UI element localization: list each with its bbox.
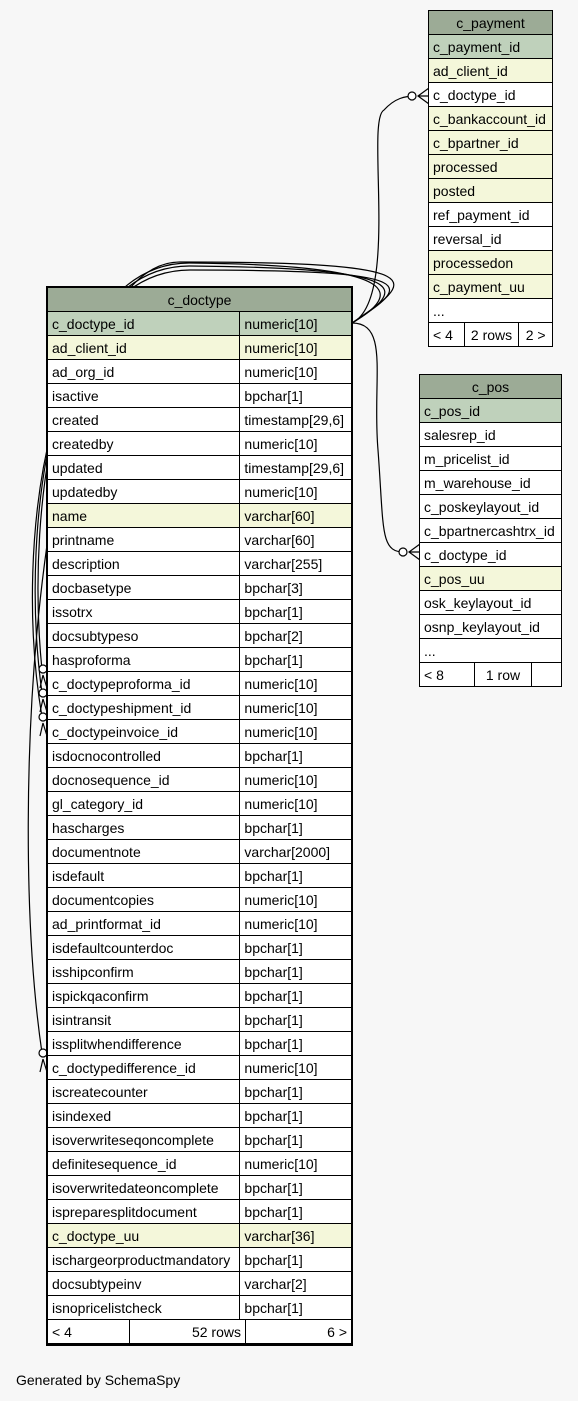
- column-type: numeric[10]: [240, 432, 352, 456]
- table-row[interactable]: [48, 864, 352, 888]
- column-type: bpchar[1]: [240, 600, 352, 624]
- column-type: numeric[10]: [240, 720, 352, 744]
- column-type: numeric[10]: [240, 1056, 352, 1080]
- table-row[interactable]: [48, 1176, 352, 1200]
- table-row[interactable]: [48, 600, 352, 624]
- column-name[interactable]: ad_client_id: [48, 336, 240, 360]
- table-row[interactable]: [48, 312, 352, 336]
- children-link[interactable]: 2 >: [519, 323, 553, 347]
- column-type: numeric[10]: [240, 792, 352, 816]
- link-end-circle: [39, 689, 47, 697]
- table-row[interactable]: [48, 744, 352, 768]
- column-type: bpchar[1]: [240, 744, 352, 768]
- table-row[interactable]: [48, 1152, 352, 1176]
- table-row[interactable]: [429, 179, 553, 203]
- table-row[interactable]: [48, 720, 352, 744]
- column-name[interactable]: isdefaultcounterdoc: [48, 936, 240, 960]
- table-row[interactable]: [429, 59, 553, 83]
- column-name[interactable]: c_doctype_id: [429, 83, 553, 107]
- column-type: numeric[10]: [240, 1152, 352, 1176]
- table-row[interactable]: [429, 107, 553, 131]
- table-row[interactable]: [429, 299, 553, 323]
- table-c-pos[interactable]: [419, 374, 562, 687]
- column-type: bpchar[1]: [240, 1080, 352, 1104]
- table-row[interactable]: [48, 624, 352, 648]
- column-name[interactable]: name: [48, 504, 240, 528]
- table-row[interactable]: [48, 1128, 352, 1152]
- link-doctype-to-pos: [352, 323, 404, 552]
- column-name[interactable]: c_poskeylayout_id: [420, 495, 562, 519]
- column-type: bpchar[1]: [240, 1200, 352, 1224]
- column-type: numeric[10]: [240, 888, 352, 912]
- column-type: numeric[10]: [240, 312, 352, 336]
- column-name[interactable]: c_doctype_id: [420, 543, 562, 567]
- column-type: bpchar[1]: [240, 936, 352, 960]
- table-row[interactable]: [420, 543, 562, 567]
- children-link[interactable]: 6 >: [246, 1320, 352, 1343]
- column-name[interactable]: isactive: [48, 384, 240, 408]
- column-name[interactable]: ...: [420, 639, 562, 663]
- column-name[interactable]: ischargeorproductmandatory: [48, 1248, 240, 1272]
- link-end-circle: [39, 713, 47, 721]
- column-type: varchar[2]: [240, 1272, 352, 1296]
- table-row[interactable]: [48, 528, 352, 552]
- table-row[interactable]: [48, 888, 352, 912]
- table-row[interactable]: [420, 519, 562, 543]
- column-type: bpchar[2]: [240, 624, 352, 648]
- table-title[interactable]: c_pos: [420, 375, 562, 399]
- column-type: varchar[2000]: [240, 840, 352, 864]
- column-name[interactable]: isindexed: [48, 1104, 240, 1128]
- table-title[interactable]: c_doctype: [48, 288, 352, 312]
- column-type: bpchar[1]: [240, 384, 352, 408]
- table-row[interactable]: [48, 432, 352, 456]
- column-name[interactable]: processed: [429, 155, 553, 179]
- column-type: bpchar[1]: [240, 984, 352, 1008]
- column-name[interactable]: documentnote: [48, 840, 240, 864]
- column-name[interactable]: processedon: [429, 251, 553, 275]
- parents-link[interactable]: < 8: [420, 663, 475, 687]
- table-row[interactable]: [48, 552, 352, 576]
- column-name[interactable]: c_doctype_id: [48, 312, 240, 336]
- column-type: varchar[255]: [240, 552, 352, 576]
- table-row[interactable]: [420, 471, 562, 495]
- column-name[interactable]: definitesequence_id: [48, 1152, 240, 1176]
- link-end-circle: [399, 548, 407, 556]
- column-type: numeric[10]: [240, 768, 352, 792]
- table-row[interactable]: [429, 227, 553, 251]
- column-name[interactable]: c_doctypeshipment_id: [48, 696, 240, 720]
- column-type: bpchar[1]: [240, 1176, 352, 1200]
- column-type: bpchar[1]: [240, 1128, 352, 1152]
- column-name[interactable]: issplitwhendifference: [48, 1032, 240, 1056]
- column-name[interactable]: osnp_keylayout_id: [420, 615, 562, 639]
- table-row[interactable]: [48, 792, 352, 816]
- table-row[interactable]: [48, 1008, 352, 1032]
- column-name[interactable]: c_doctypeinvoice_id: [48, 720, 240, 744]
- table-row[interactable]: [429, 251, 553, 275]
- table-row[interactable]: [420, 399, 562, 423]
- table-row[interactable]: [48, 768, 352, 792]
- column-type: numeric[10]: [240, 336, 352, 360]
- column-name[interactable]: ...: [429, 299, 553, 323]
- column-name[interactable]: description: [48, 552, 240, 576]
- table-row[interactable]: [48, 1104, 352, 1128]
- column-name[interactable]: isintransit: [48, 1008, 240, 1032]
- row-count: 52 rows: [130, 1320, 246, 1343]
- column-type: bpchar[1]: [240, 1032, 352, 1056]
- table-row[interactable]: [48, 504, 352, 528]
- column-type: varchar[60]: [240, 528, 352, 552]
- table-row[interactable]: [429, 275, 553, 299]
- table-row[interactable]: [429, 83, 553, 107]
- column-name[interactable]: docsubtypeso: [48, 624, 240, 648]
- column-type: bpchar[1]: [240, 1104, 352, 1128]
- column-type: varchar[36]: [240, 1224, 352, 1248]
- table-row[interactable]: [48, 576, 352, 600]
- table-row[interactable]: [429, 203, 553, 227]
- link-end-circle: [408, 92, 416, 100]
- table-row[interactable]: [48, 1056, 352, 1080]
- column-type: bpchar[1]: [240, 816, 352, 840]
- column-name[interactable]: hascharges: [48, 816, 240, 840]
- column-name[interactable]: created: [48, 408, 240, 432]
- arrow-icon: [40, 1059, 47, 1072]
- column-name[interactable]: createdby: [48, 432, 240, 456]
- column-type: numeric[10]: [240, 480, 352, 504]
- table-row[interactable]: [48, 648, 352, 672]
- parents-link[interactable]: < 4: [48, 1320, 130, 1343]
- table-row[interactable]: [48, 960, 352, 984]
- column-type: bpchar[1]: [240, 864, 352, 888]
- column-type: bpchar[1]: [240, 960, 352, 984]
- table-row[interactable]: [48, 480, 352, 504]
- table-row[interactable]: [48, 672, 352, 696]
- table-row[interactable]: [48, 912, 352, 936]
- link-end-circle: [39, 1049, 47, 1057]
- column-type: bpchar[1]: [240, 1008, 352, 1032]
- column-name[interactable]: posted: [429, 179, 553, 203]
- column-name[interactable]: c_bpartnercashtrx_id: [420, 519, 562, 543]
- column-name[interactable]: osk_keylayout_id: [420, 591, 562, 615]
- column-name[interactable]: c_doctype_uu: [48, 1224, 240, 1248]
- column-name[interactable]: c_bpartner_id: [429, 131, 553, 155]
- column-name[interactable]: docnosequence_id: [48, 768, 240, 792]
- table-row[interactable]: [420, 447, 562, 471]
- column-name[interactable]: ad_printformat_id: [48, 912, 240, 936]
- link-end-circle: [39, 665, 47, 673]
- table-row[interactable]: [48, 1080, 352, 1104]
- table-row[interactable]: [48, 384, 352, 408]
- table-row[interactable]: [48, 336, 352, 360]
- table-row[interactable]: [48, 456, 352, 480]
- table-c-doctype[interactable]: [47, 287, 352, 1344]
- table-row[interactable]: [420, 591, 562, 615]
- column-name[interactable]: salesrep_id: [420, 423, 562, 447]
- children-link[interactable]: [532, 663, 562, 687]
- table-row[interactable]: [48, 696, 352, 720]
- arrow-icon: [40, 675, 47, 688]
- table-row[interactable]: [48, 1296, 352, 1320]
- column-name[interactable]: isshipconfirm: [48, 960, 240, 984]
- column-name[interactable]: ref_payment_id: [429, 203, 553, 227]
- column-name[interactable]: c_bankaccount_id: [429, 107, 553, 131]
- column-name[interactable]: ad_client_id: [429, 59, 553, 83]
- column-type: bpchar[1]: [240, 648, 352, 672]
- table-row[interactable]: [48, 1224, 352, 1248]
- column-name[interactable]: c_payment_id: [429, 35, 553, 59]
- column-type: numeric[10]: [240, 672, 352, 696]
- column-type: numeric[10]: [240, 360, 352, 384]
- column-name[interactable]: m_warehouse_id: [420, 471, 562, 495]
- column-name[interactable]: reversal_id: [429, 227, 553, 251]
- row-count: 1 row: [474, 663, 532, 687]
- column-name[interactable]: gl_category_id: [48, 792, 240, 816]
- column-type: numeric[10]: [240, 912, 352, 936]
- table-row[interactable]: [48, 984, 352, 1008]
- arrow-icon: [40, 723, 47, 736]
- generated-by-label: Generated by SchemaSpy: [16, 1372, 181, 1388]
- table-row[interactable]: [420, 567, 562, 591]
- column-name[interactable]: c_doctypeproforma_id: [48, 672, 240, 696]
- column-type: numeric[10]: [240, 696, 352, 720]
- table-row[interactable]: [48, 1200, 352, 1224]
- table-row[interactable]: [48, 408, 352, 432]
- table-c-payment[interactable]: [428, 10, 553, 347]
- table-footer: [48, 1320, 352, 1344]
- column-name[interactable]: c_pos_id: [420, 399, 562, 423]
- column-type: bpchar[1]: [240, 1248, 352, 1272]
- column-name[interactable]: ispreparesplitdocument: [48, 1200, 240, 1224]
- column-name[interactable]: c_payment_uu: [429, 275, 553, 299]
- column-name[interactable]: printname: [48, 528, 240, 552]
- column-name[interactable]: iscreatecounter: [48, 1080, 240, 1104]
- column-name[interactable]: updated: [48, 456, 240, 480]
- column-name[interactable]: docbasetype: [48, 576, 240, 600]
- table-row[interactable]: [420, 423, 562, 447]
- column-type: bpchar[1]: [240, 1296, 352, 1320]
- column-name[interactable]: issotrx: [48, 600, 240, 624]
- column-name[interactable]: documentcopies: [48, 888, 240, 912]
- column-name[interactable]: c_pos_uu: [420, 567, 562, 591]
- column-name[interactable]: isdefault: [48, 864, 240, 888]
- column-name[interactable]: isoverwriteseqoncomplete: [48, 1128, 240, 1152]
- column-name[interactable]: ad_org_id: [48, 360, 240, 384]
- column-name[interactable]: isdocnocontrolled: [48, 744, 240, 768]
- table-row[interactable]: [48, 360, 352, 384]
- column-type: timestamp[29,6]: [240, 408, 352, 432]
- column-type: varchar[60]: [240, 504, 352, 528]
- column-name[interactable]: ispickqaconfirm: [48, 984, 240, 1008]
- column-name[interactable]: isoverwritedateoncomplete: [48, 1176, 240, 1200]
- table-row[interactable]: [48, 936, 352, 960]
- column-name[interactable]: hasproforma: [48, 648, 240, 672]
- table-row[interactable]: [420, 495, 562, 519]
- column-name[interactable]: isnopricelistcheck: [48, 1296, 240, 1320]
- table-row[interactable]: [420, 639, 562, 663]
- row-count: 2 rows: [464, 323, 519, 347]
- table-row[interactable]: [429, 155, 553, 179]
- column-type: bpchar[3]: [240, 576, 352, 600]
- table-footer: [429, 323, 553, 347]
- table-row[interactable]: [48, 1248, 352, 1272]
- table-footer: [420, 663, 562, 687]
- arrow-icon: [40, 699, 47, 712]
- table-title[interactable]: c_payment: [429, 11, 553, 35]
- table-row[interactable]: [48, 840, 352, 864]
- table-row[interactable]: [420, 615, 562, 639]
- table-row[interactable]: [429, 35, 553, 59]
- column-name[interactable]: updatedby: [48, 480, 240, 504]
- table-row[interactable]: [48, 1272, 352, 1296]
- table-row[interactable]: [429, 131, 553, 155]
- column-name[interactable]: docsubtypeinv: [48, 1272, 240, 1296]
- table-row[interactable]: [48, 1032, 352, 1056]
- parents-link[interactable]: < 4: [429, 323, 465, 347]
- column-type: timestamp[29,6]: [240, 456, 352, 480]
- column-name[interactable]: m_pricelist_id: [420, 447, 562, 471]
- column-name[interactable]: c_doctypedifference_id: [48, 1056, 240, 1080]
- table-row[interactable]: [48, 816, 352, 840]
